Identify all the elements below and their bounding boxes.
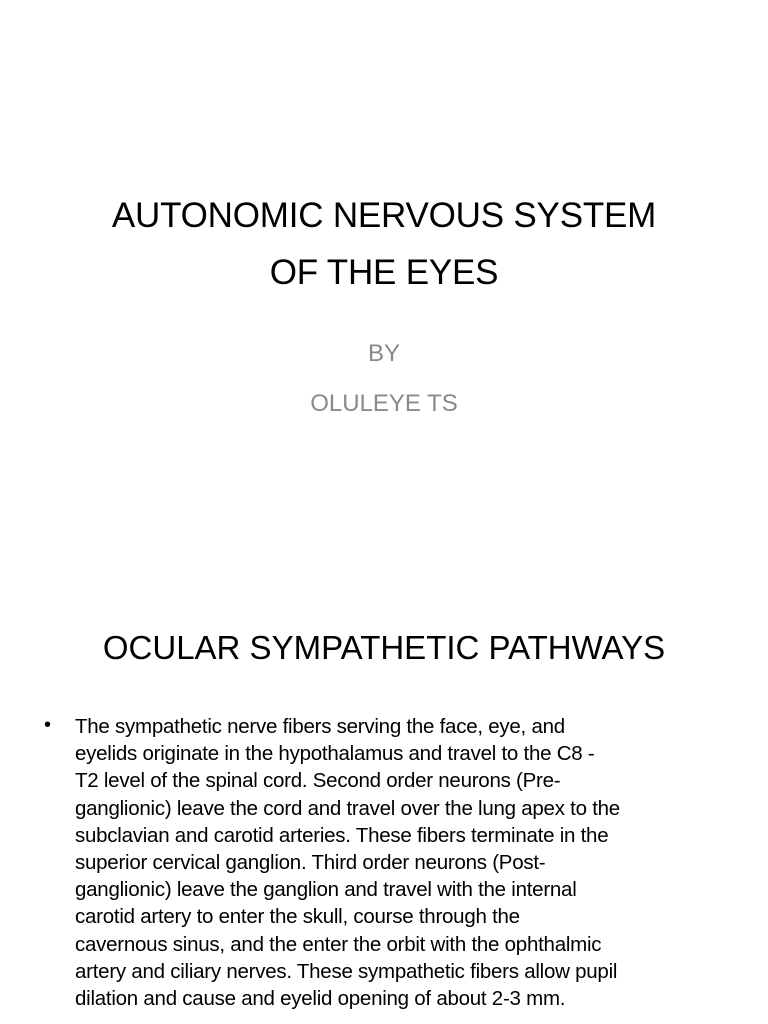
slide-sympathetic-pathways [0,576,768,1024]
body-line: ganglionic) leave the cord and travel over the lung apex to the [75,796,620,820]
slide-title: OCULAR SYMPATHETIC PATHWAYS [102,629,666,666]
subtitle-by: BY [367,340,400,367]
bullet-marker: • [44,714,52,736]
bullet-paragraph [75,713,740,1012]
title-line-2: OF THE EYES [269,253,499,292]
body-line: ganglionic) leave the ganglion and travel with the internal [75,878,577,902]
body-line: dilation and cause and eyelid opening of about 2-3 mm. [75,987,566,1011]
body-line: superior cervical ganglion. Third order neurons (Post- [75,851,546,875]
body-line: T2 level of the spinal cord. Second order neurons (Pre- [75,769,561,793]
body-line: subclavian and carotid arteries. These fibers terminate in the [75,823,609,847]
title-line-1: AUTONOMIC NERVOUS SYSTEM [111,196,657,235]
body-line: carotid artery to enter the skull, course through the [75,905,520,929]
subtitle-author: OLULEYE TS [310,390,458,417]
body-line: artery and ciliary nerves. These sympathetic fibers allow pupil [75,959,618,983]
body-line: The sympathetic nerve fibers serving the face, eye, and [75,715,565,738]
body-line: eyelids originate in the hypothalamus and travel to the C8 - [75,742,595,766]
body-line: cavernous sinus, and the enter the orbit with the ophthalmic [75,932,602,956]
